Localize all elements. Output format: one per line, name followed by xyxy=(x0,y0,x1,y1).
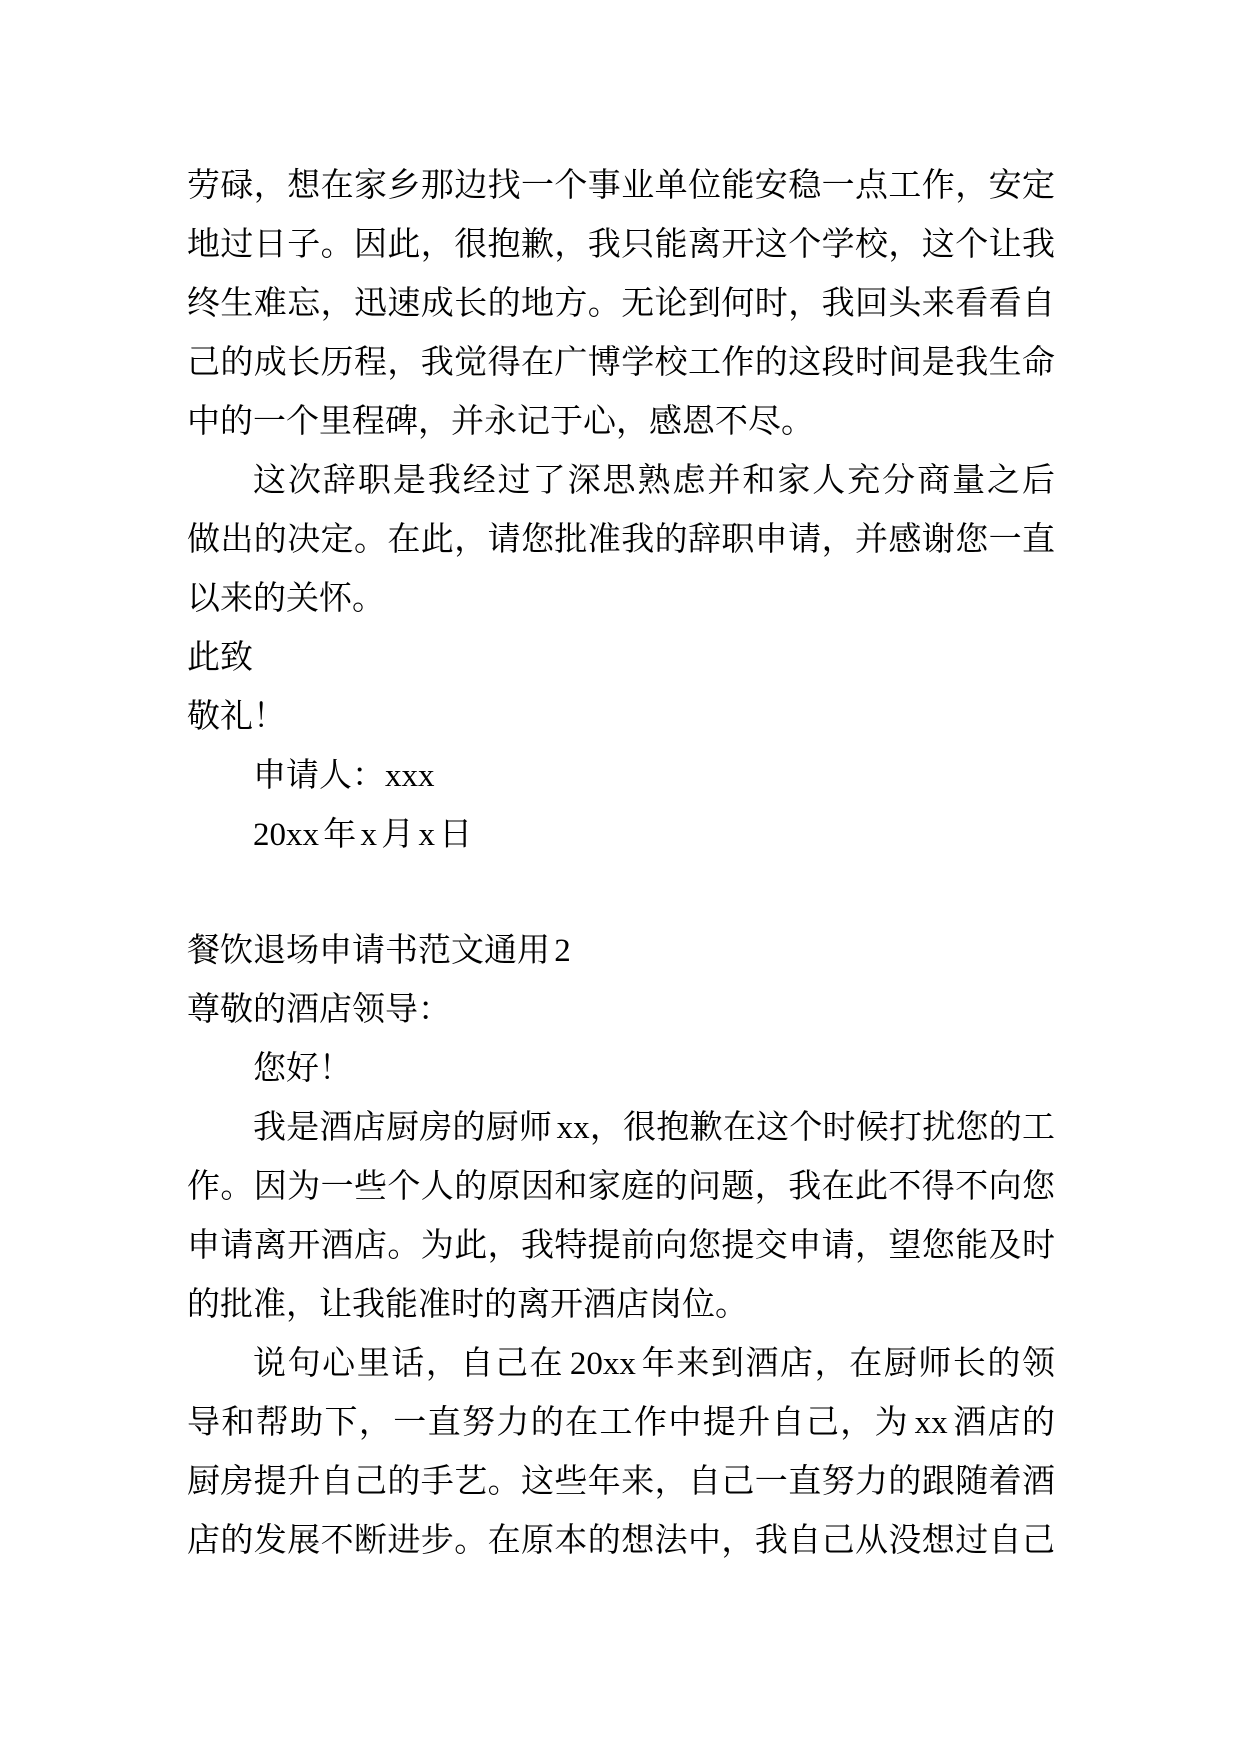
salutation: 敬礼！ xyxy=(187,699,286,735)
blank-line xyxy=(187,865,1055,922)
greeting-line: 您好！ xyxy=(253,1051,352,1087)
paragraph xyxy=(187,157,1055,452)
paragraph-line: 己的成长历程，我觉得在广博学校工作的这段时间是我生命 xyxy=(187,345,1055,381)
paragraph-line: 我是酒店厨房的厨师 xx，很抱歉在这个时候打扰您的工 xyxy=(253,1110,1055,1146)
paragraph-line: 这次辞职是我经过了深思熟虑并和家人充分商量之后 xyxy=(253,463,1055,499)
closing-phrase: 此致 xyxy=(187,640,253,676)
paragraph-line: 地过日子。因此，很抱歉，我只能离开这个学校，这个让我 xyxy=(187,227,1055,263)
paragraph-line: 终生难忘，迅速成长的地方。无论到何时，我回头来看看自 xyxy=(187,286,1055,322)
paragraph xyxy=(187,1335,1055,1571)
paragraph-line: 以来的关怀。 xyxy=(187,581,385,617)
document-body xyxy=(187,157,1055,1571)
paragraph-line: 厨房提升自己的手艺。这些年来，自己一直努力的跟随着酒 xyxy=(187,1464,1055,1500)
paragraph-line: 申请离开酒店。为此，我特提前向您提交申请，望您能及时 xyxy=(187,1228,1055,1264)
paragraph-line: 的批准，让我能准时的离开酒店岗位。 xyxy=(187,1287,748,1323)
paragraph-line: 导和帮助下，一直努力的在工作中提升自己，为 xx 酒店的 xyxy=(187,1405,1056,1441)
addressee-line: 尊敬的酒店领导： xyxy=(187,992,451,1028)
signature-date: 20xx 年 x 月 x 日 xyxy=(253,817,473,853)
paragraph xyxy=(187,1099,1055,1335)
paragraph-line: 说句心里话，自己在 20xx 年来到酒店，在厨师长的领 xyxy=(253,1346,1055,1382)
applicant-signature: 申请人：xxx xyxy=(253,758,435,794)
paragraph xyxy=(187,452,1055,629)
paragraph-line: 作。因为一些个人的原因和家庭的问题，我在此不得不向您 xyxy=(187,1169,1055,1205)
paragraph-line: 做出的决定。在此，请您批准我的辞职申请，并感谢您一直 xyxy=(187,522,1055,558)
paragraph-line: 店的发展不断进步。在原本的想法中，我自己从没想过自己 xyxy=(187,1523,1055,1559)
section-title: 餐饮退场申请书范文通用 2 xyxy=(187,933,571,969)
paragraph-line: 中的一个里程碑，并永记于心，感恩不尽。 xyxy=(187,404,814,440)
paragraph-line: 劳碌，想在家乡那边找一个事业单位能安稳一点工作，安定 xyxy=(187,168,1055,204)
